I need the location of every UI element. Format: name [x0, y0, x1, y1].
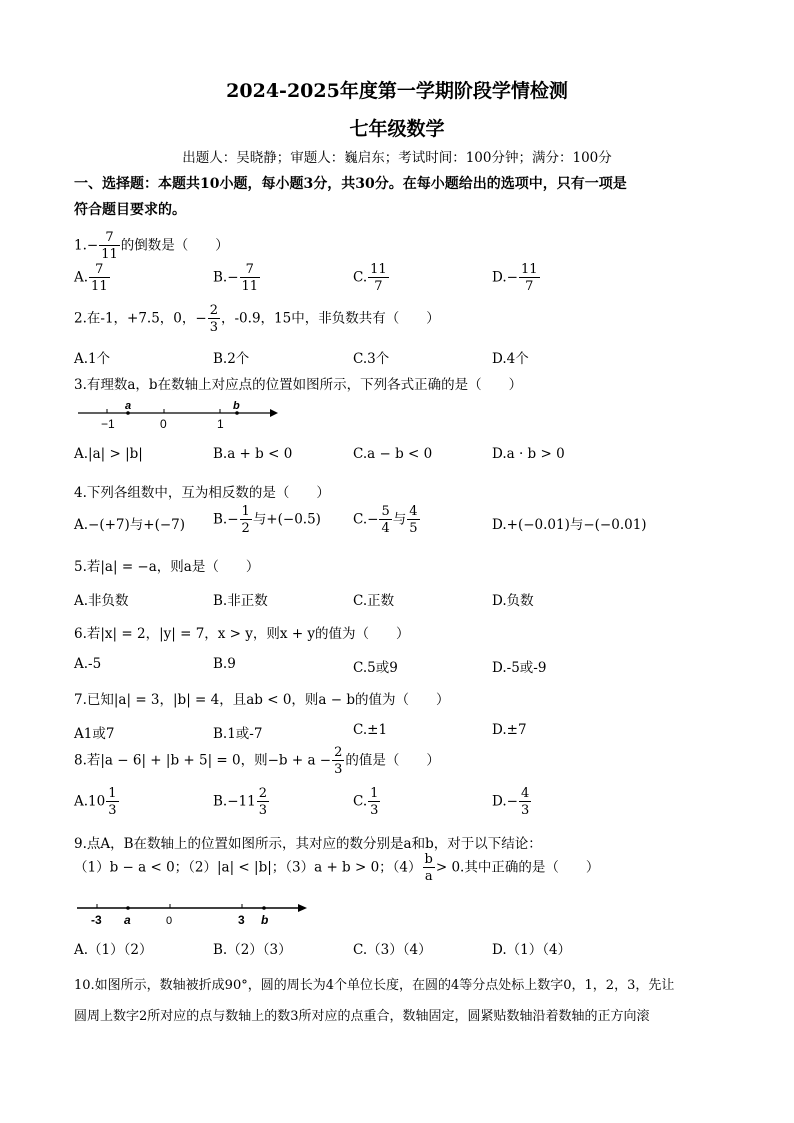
question-2-stem: 2.在-1，+7.5，0，− $\frac{2}{3}$ ，-0.9，15中，非负数共有（ ）	[74, 303, 440, 335]
q8-option-a[interactable]: A.10 $\frac{1}{3}$	[74, 786, 117, 818]
q4-option-d[interactable]: D.+(−0.01)与−(−0.01)	[492, 517, 647, 533]
number-line-q3	[74, 398, 284, 432]
tick-label: 1	[217, 417, 224, 431]
q5-option-c[interactable]: C.正数	[353, 593, 395, 609]
fraction: $\frac{7}{11}$	[101, 230, 118, 262]
section-heading-cont: 符合题目要求的。	[74, 202, 186, 218]
tick-label: −1	[101, 417, 115, 431]
question-10-stem: 10.如图所示，数轴被折成90°，圆的周长为4个单位长度，在圆的4等分点处标上数字0，1，2，3，先让	[74, 978, 675, 993]
exam-title: 2024-2025年度第一学期阶段学情检测	[226, 80, 568, 102]
question-8-stem: 8.若|a − 6| + |b + 5| = 0，则−b + a − $\frac{2}{3}$ 的值是（ ）	[74, 745, 440, 777]
q8-option-d[interactable]: D.− $\frac{4}{3}$	[492, 786, 530, 818]
point-b-label: b	[233, 400, 240, 412]
q7-option-b[interactable]: B.1或-7	[213, 726, 263, 742]
q2-option-b[interactable]: B.2个	[213, 351, 250, 367]
number-line-q9	[74, 895, 314, 929]
q7-option-a[interactable]: A1或7	[74, 726, 115, 742]
q6-option-c[interactable]: C.5或9	[353, 660, 398, 676]
q9-option-a[interactable]: A.（1）（2）	[74, 942, 153, 958]
q1-option-c[interactable]: C. $\frac{11}{7}$	[353, 262, 387, 294]
axis-arrow	[270, 409, 278, 417]
question-6-stem: 6.若|x| = 2，|y| = 7，x > y，则x + y的值为（ ）	[74, 626, 410, 642]
q7-option-c[interactable]: C.±1	[353, 722, 388, 738]
tick-label: 0	[160, 417, 167, 431]
q9-option-d[interactable]: D.（1）（4）	[492, 942, 572, 958]
point-b-label: b	[261, 913, 269, 927]
q7-option-d[interactable]: D.±7	[492, 722, 527, 738]
q4-option-c[interactable]: C.− $\frac{5}{4}$ 与 $\frac{4}{5}$	[353, 504, 418, 536]
q6-option-b[interactable]: B.9	[213, 656, 236, 672]
q5-option-b[interactable]: B.非正数	[213, 593, 268, 609]
q3-option-a[interactable]: A.|a| > |b|	[74, 446, 143, 462]
question-7-stem: 7.已知|a| = 3，|b| = 4，且ab < 0，则a − b的值为（ ）	[74, 692, 450, 708]
question-10-stem-cont: 圆周上数字2所对应的点与数轴上的数3所对应的点重合，数轴固定，圆紧贴数轴沿着数轴的正方向滚	[74, 1009, 650, 1024]
point-a	[126, 906, 130, 910]
q4-option-a[interactable]: A.−(+7)与+(−7)	[74, 517, 186, 533]
q1-option-b[interactable]: B.− $\frac{7}{11}$	[213, 262, 259, 294]
q3-option-b[interactable]: B.a + b < 0	[213, 446, 293, 462]
q8-option-c[interactable]: C. $\frac{1}{3}$	[353, 786, 379, 818]
question-1-stem: 1.− $\frac{7}{11}$ 的倒数是（ ）	[74, 230, 229, 262]
q5-option-d[interactable]: D.负数	[492, 593, 534, 609]
q3-option-d[interactable]: D.a · b > 0	[492, 446, 565, 462]
q6-option-d[interactable]: D.-5或-9	[492, 660, 547, 676]
tick-label: 0	[166, 915, 173, 927]
question-5-stem: 5.若|a| = −a，则a是（ ）	[74, 559, 260, 575]
point-a-label: a	[125, 400, 132, 412]
q9-option-b[interactable]: B.（2）（3）	[213, 942, 292, 958]
q6-option-a[interactable]: A.-5	[74, 656, 102, 672]
question-9-statements: （1）b − a < 0；（2）|a| < |b|；（3）a + b > 0；（4） $\frac{b}{a}$ > 0.其中正确的是（ ）	[74, 852, 600, 884]
exam-subtitle: 七年级数学	[349, 118, 445, 140]
q2-option-a[interactable]: A.1个	[74, 351, 111, 367]
q1-option-d[interactable]: D.− $\frac{11}{7}$	[492, 262, 538, 294]
q9-option-c[interactable]: C.（3）（4）	[353, 942, 432, 958]
question-3-stem: 3.有理数a，b在数轴上对应点的位置如图所示，下列各式正确的是（ ）	[74, 377, 523, 393]
section-heading: 一、选择题：本题共10小题，每小题3分，共30分。在每小题给出的选项中，只有一项是	[74, 176, 627, 192]
q2-option-c[interactable]: C.3个	[353, 351, 390, 367]
q3-option-c[interactable]: C.a − b < 0	[353, 446, 433, 462]
point-b	[262, 906, 266, 910]
point-a-label: a	[124, 913, 131, 927]
q1-option-a[interactable]: A. $\frac{7}{11}$	[74, 262, 108, 294]
tick-label: 3	[238, 913, 245, 927]
exam-meta: 出题人：吴晓静；审题人：巍启东；考试时间：100分钟；满分：100分	[182, 150, 612, 166]
q2-option-d[interactable]: D.4个	[492, 351, 529, 367]
q4-option-b[interactable]: B.− $\frac{1}{2}$ 与+(−0.5)	[213, 504, 321, 536]
question-4-stem: 4.下列各组数中，互为相反数的是（ ）	[74, 485, 330, 501]
q8-option-b[interactable]: B.−11 $\frac{2}{3}$	[213, 786, 267, 818]
q5-option-a[interactable]: A.非负数	[74, 593, 129, 609]
tick-label: -3	[91, 913, 102, 927]
axis-arrow	[298, 904, 307, 912]
question-9-stem: 9.点A，B在数轴上的位置如图所示，其对应的数分别是a和b，对于以下结论：	[74, 836, 542, 852]
